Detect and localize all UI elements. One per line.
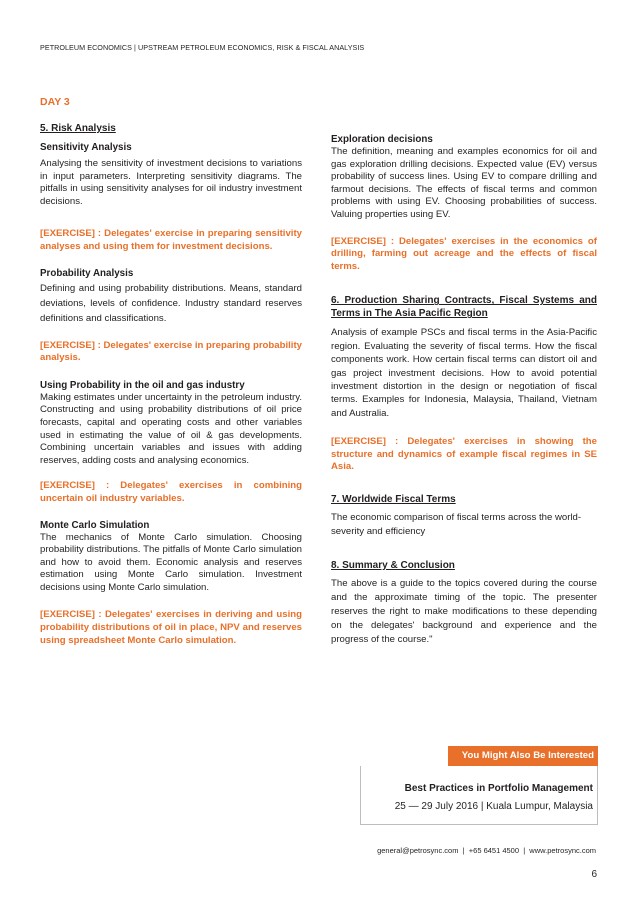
summary-heading: 8. Summary & Conclusion (331, 559, 455, 571)
exercise-monte-carlo: [EXERCISE] : Delegates' exercises in deriving and using probability distributions of oil in place, NPV and reserves using spreadsheet Monte Carlo simulation. (40, 609, 302, 646)
exercise-fiscal-regimes: [EXERCISE] : Delegates' exercises in showing the structure and dynamics of example fiscal regimes in SE Asia. (331, 436, 597, 473)
right-column (331, 134, 597, 647)
promo-box[interactable] (360, 766, 598, 825)
day-label: DAY 3 (40, 96, 70, 108)
left-column (40, 122, 302, 647)
footer-contact: general@petrosync.com | +65 6451 4500 | www.petrosync.com (377, 846, 596, 855)
exploration-heading: Exploration decisions (331, 134, 433, 145)
monte-carlo-heading: Monte Carlo Simulation (40, 519, 150, 531)
exercise-drilling: [EXERCISE] : Delegates' exercises in the economics of drilling, farming out acreage and the effects of fiscal terms. (331, 235, 597, 272)
worldwide-fiscal-heading: 7. Worldwide Fiscal Terms (331, 493, 456, 505)
exploration-text: The definition, meaning and examples economics for oil and gas exploration drilling decisions. Expected value (EV) versus probability of success lines. Using EV to compare drilling and farmout decisions. The effects of fiscal terms and common problems with using EV. Choosing probabilities of success. Valuing properties using EV. (331, 146, 597, 220)
worldwide-fiscal-text: The economic comparison of fiscal terms across the world-severity and efficiency (331, 511, 582, 537)
promo-course-title[interactable]: Best Practices in Portfolio Management (404, 783, 593, 794)
psc-heading: 6. Production Sharing Contracts, Fiscal Systems and Terms in The Asia Pacific Region (331, 295, 597, 320)
using-probability-heading: Using Probability in the oil and gas industry (40, 379, 245, 391)
sensitivity-heading: Sensitivity Analysis (40, 142, 132, 153)
sensitivity-text: Analysing the sensitivity of investment decisions to variations in input parameters. Interpreting sensitivity diagrams. The pitfalls in using sensitivity analyses for oil industry investment decisions. (40, 158, 302, 207)
page-number: 6 (591, 869, 597, 880)
exercise-uncertain-variables: [EXERCISE] : Delegates' exercises in combining uncertain oil industry variables. (40, 480, 302, 504)
psc-text: Analysis of example PSCs and fiscal terms in the Asia-Pacific region. Evaluating the severity of fiscal terms. How the fiscal components work. How certain fiscal terms can distort oil and gas project investment decisions. How to avoid potential investment distortion in the design or negotiation of fiscal terms. Examples for Indonesia, Malaysia, Thailand, Vietnam and Australia. (331, 327, 597, 419)
risk-analysis-heading: 5. Risk Analysis (40, 123, 116, 134)
page-header: PETROLEUM ECONOMICS | UPSTREAM PETROLEUM ECONOMICS, RISK & FISCAL ANALYSIS (40, 43, 365, 52)
promo-date-location: 25 — 29 July 2016 | Kuala Lumpur, Malaysia (394, 801, 593, 812)
promo-banner: You Might Also Be Interested In: (448, 746, 598, 766)
using-probability-text: Making estimates under uncertainty in the petroleum industry. Constructing and using probability distributions of oil price forecasts, capital and operating costs and other variables used in estimating the value of oil & gas developments. Combining uncertain variables and issues with adding reserves, adding costs and analysing economics. (40, 391, 302, 466)
exercise-sensitivity: [EXERCISE] : Delegates' exercise in preparing sensitivity analyses and using them for investment decisions. (40, 228, 302, 252)
probability-text: Defining and using probability distributions. Means, standard deviations, levels of confidence. Industry standard reserves definitions and classifications. (40, 282, 302, 324)
monte-carlo-text: The mechanics of Monte Carlo simulation. Choosing probability distributions. The pitfalls of Monte Carlo simulation and how to avoid them. Economic analysis and reserves estimation using Monte Carlo simulation. Investment decisions using Monte Carlo simulation. (40, 531, 302, 593)
summary-text: The above is a guide to the topics covered during the course and the approximate timing of the topic. The presenter reserves the right to make modifications to these depending on the delegates' background and experience and the progress of the course." (331, 577, 597, 645)
exercise-probability: [EXERCISE] : Delegates' exercise in preparing probability analysis. (40, 339, 302, 364)
probability-heading: Probability Analysis (40, 267, 134, 279)
